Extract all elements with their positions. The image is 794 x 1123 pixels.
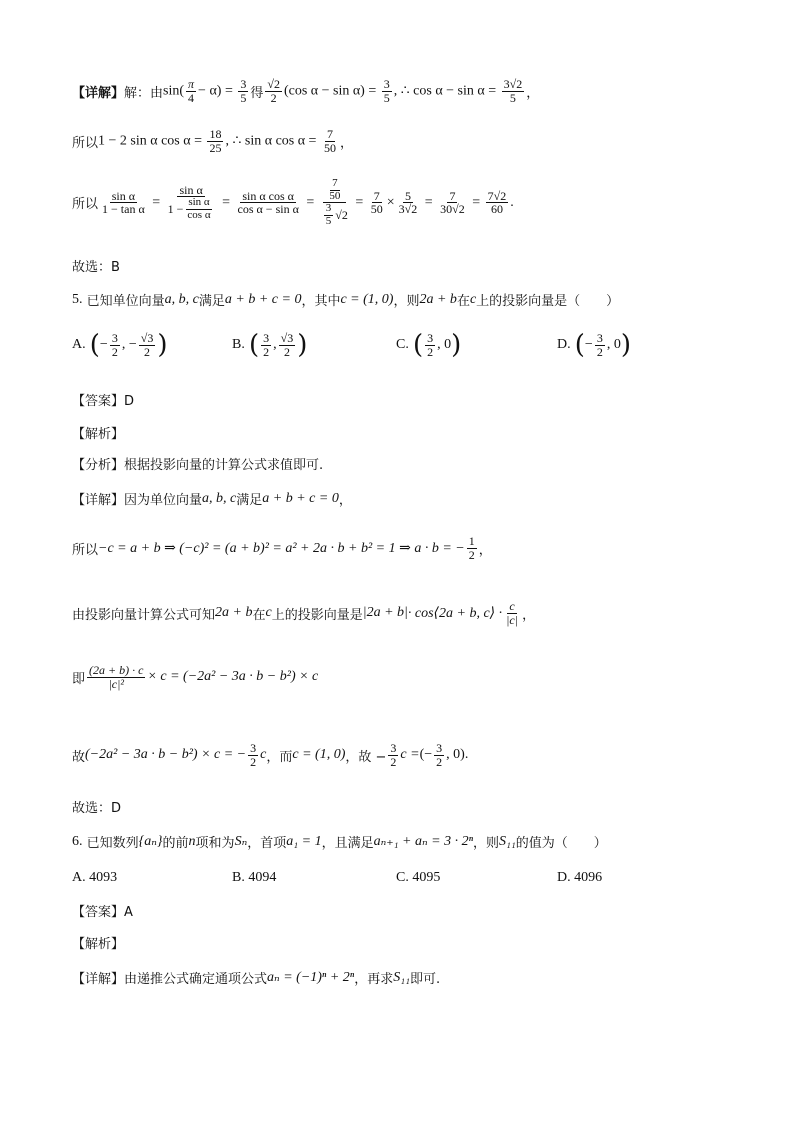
option-6-c[interactable]: C. 4095 (396, 870, 441, 885)
detail-6: 【详解】 由递推公式确定通项公式 aₙ = (−1)ⁿ + 2ⁿ ，再求 S₁₁ 即可. (72, 969, 441, 987)
option-6-b[interactable]: B. 4094 (232, 870, 277, 885)
math-expr: 1 − 2 sin α cos α = $\frac{18}{25}$ , ∴ sin α cos α = $\frac{7}{50}$ (98, 127, 336, 155)
math-expr: $\frac{\text{sin α}}{\text{1 − tan α}}$ = sin α 1 − $\frac{\text{sin α}}{\text{cos α}}$ = $\frac{\text{sin α cos α}}{\text{cos α − sin α}}$ = $\frac{7}{50}$ $\frac{3}{5}$ √2 = $\frac{7}{50}$ × $\frac{5}{3√2}$ = $\frac{7}{30√2}$ = $\frac{7√2}{60}$ . (102, 177, 514, 227)
option-5-b[interactable]: B. ( $\frac{3}{2}$ , $\frac{√3}{2}$ ) (232, 330, 308, 361)
option-6-d[interactable]: D. 4096 (557, 870, 603, 885)
detail-5-line-1: 【详解】 因为单位向量 a, b, c 满足 a + b + c = 0 ， (72, 490, 352, 508)
detail-5-line-4: 即 $\frac{(2a + b) \cdot c}{\text{|c|²}}$ × c = (−2a² − 3a · b − b²) × c (72, 663, 319, 691)
detail-5-line-3: 由投影向量计算公式可知 2a + b 在 c 上的投影向量是 |2a + b| · cos⟨2a + b, c⟩ · $\frac{c}{|c|}$ ， (72, 599, 536, 627)
answer-5: 【答案】D (72, 394, 135, 409)
detail-5-line-2: 所以 −c = a + b ⇒ (−c)² = (a + b)² = a² + 2a · b + b² = 1 ⇒ a · b = − $\frac{1}{2}$ ， (72, 534, 492, 562)
question-6: 6. 已知数列 {aₙ} 的前 n 项和为 Sₙ ，首项 a₁ = 1 ，且满足 aₙ₊₁ + aₙ = 3 · 2ⁿ ，则 S₁₁ 的值为（ ） (72, 833, 607, 851)
option-5-c[interactable]: C. ( $\frac{3}{2}$ , 0 ) (396, 330, 462, 361)
option-6-a[interactable]: A. 4093 (72, 870, 118, 885)
answer-5-final: 故选：D (72, 801, 122, 816)
detail-tag: 【详解】 (72, 85, 125, 101)
detail-line-1: 【详解】 解：由 sin( $\frac{\pi}{4}$ − α) = $\frac{3}{5}$ 得 $\frac{√2}{2}$ (cos α − sin α) = $\frac{3}{5}$ , ∴ cos α − sin α = $\frac{3√2}{5}$ ， (72, 77, 540, 105)
option-5-d[interactable]: D. ( − $\frac{3}{2}$ , 0 ) (557, 330, 631, 361)
answer-4: 故选：B (72, 260, 120, 275)
analysis-text-5: 【分析】 根据投影向量的计算公式求值即可. (72, 458, 324, 473)
option-5-a[interactable]: A. ( − $\frac{3}{2}$ , − $\frac{√3}{2}$ ) (72, 330, 168, 361)
analysis-6: 【解析】 (72, 937, 125, 952)
analysis-5: 【解析】 (72, 427, 125, 442)
detail-5-line-5: 故 (−2a² − 3a · b − b²) × c = − $\frac{3}{2}$ c ，而 c = (1, 0) ，故 − $\frac{3}{2}$ c = (− $\frac{3}{2}$ , 0) . (72, 741, 469, 769)
detail-line-3: 所以 $\frac{\text{sin α}}{\text{1 − tan α}}$ = sin α 1 − $\frac{\text{sin α}}{\text{cos α}}$ = $\frac{\text{sin α cos α}}{\text{cos α − sin α}}$ = $\frac{7}{50}$ $\frac{3}{5}$ √2 = $\frac{7}{50}$ × $\frac{5}{3√2}$ = $\frac{7}{30√2}$ = $\frac{7√2}{60}$ . (72, 177, 514, 227)
question-5: 5. 已知单位向量 a, b, c 满足 a + b + c = 0 ，其中 c = (1, 0) ，则 2a + b 在 c 上的投影向量是（ ） (72, 291, 620, 309)
detail-line-2: 所以 1 − 2 sin α cos α = $\frac{18}{25}$ , ∴ sin α cos α = $\frac{7}{50}$ ， (72, 127, 353, 155)
answer-6: 【答案】A (72, 905, 133, 920)
math-expr: sin( $\frac{\pi}{4}$ − α) = $\frac{3}{5}$ (163, 77, 247, 105)
